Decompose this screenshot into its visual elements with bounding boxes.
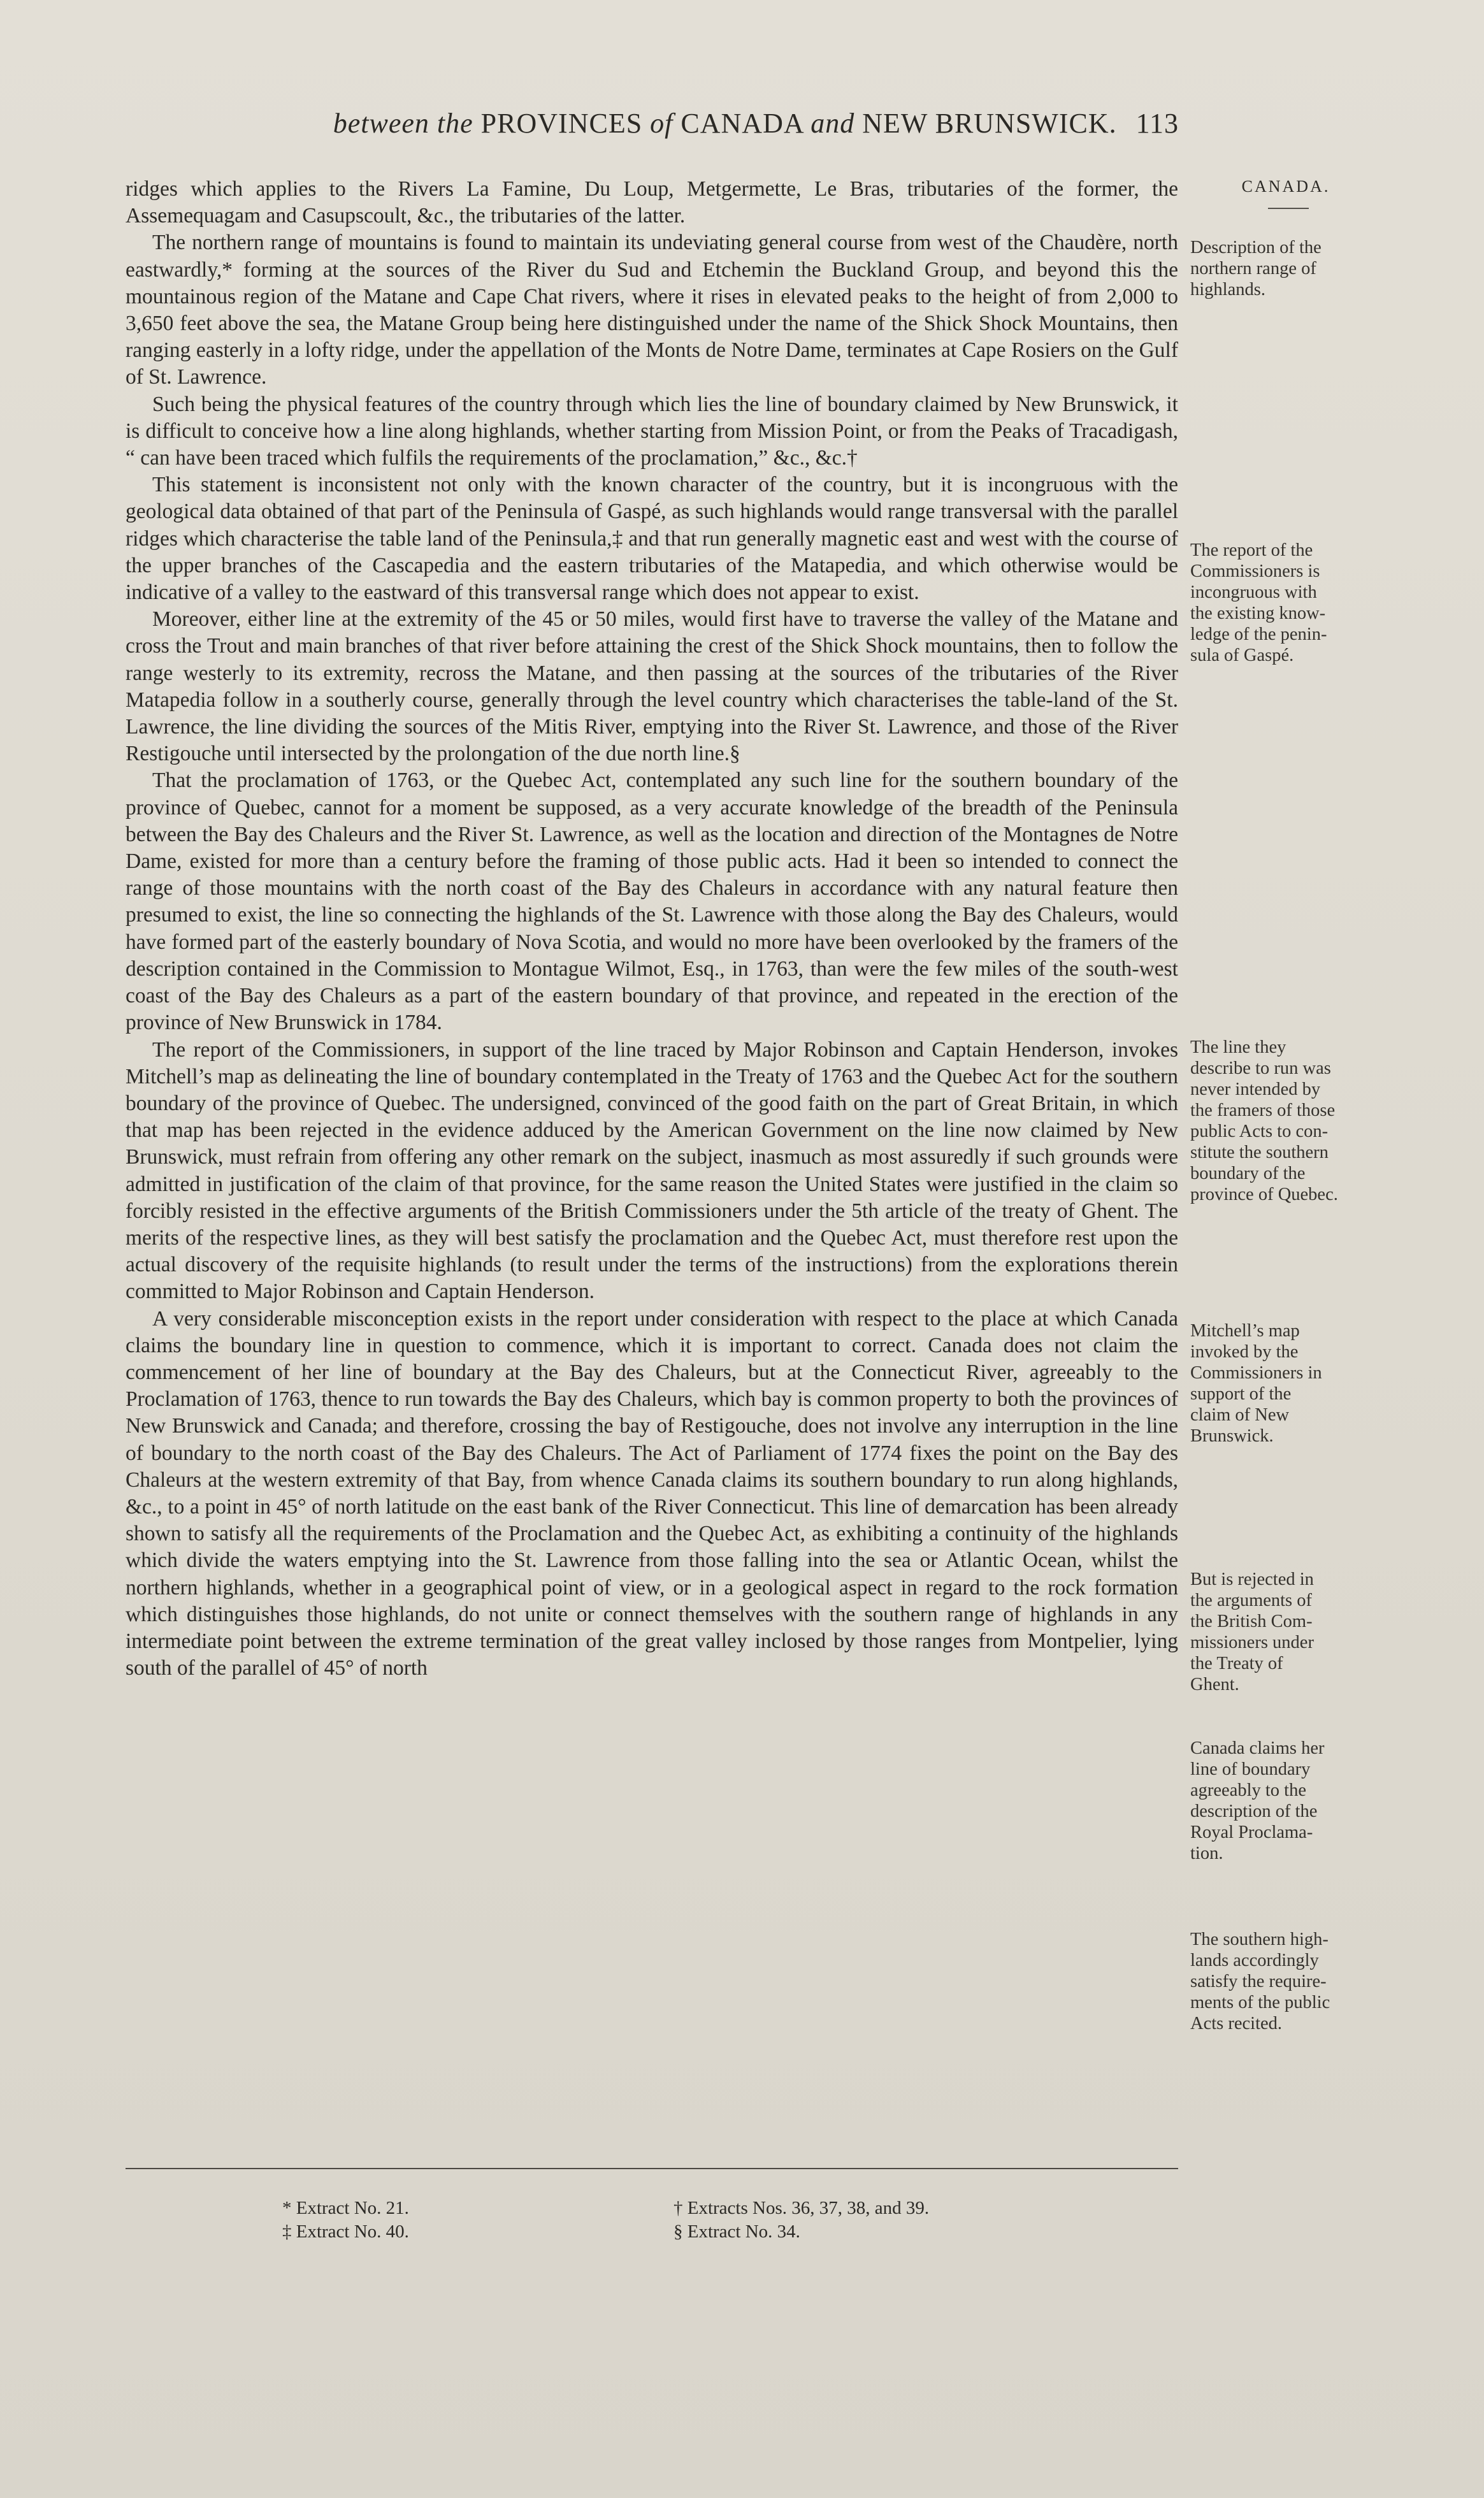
paragraph-7: The report of the Commissioners, in support of the line traced by Major Robinson and Captain Henderson, invokes Mitchell’s map as delineating the line of boundary contemplated in the Treaty of 1763 and the Quebec Act for the southern boundary of the province of Quebec. The undersigned, convinced of the good faith on the part of Great Britain, in which that map has been rejected in the evidence adduced by the American Government on the line now claimed by New Brunswick, must refrain from offering any other remark on the subject, inasmuch as most assuredly if such grounds were admitted in justification of the claim of that province, for the same reason the United States were justified in the claim so forcibly resisted in the effective arguments of the British Commissioners under the 5th article of the treaty of Ghent. The merits of the respective lines, as they will best satisfy the proclamation and the Quebec Act, must therefore rest upon the actual discovery of the requisite highlands (to result under the terms of the instructions) from the explorations therein committed to Major Robinson and Captain Henderson. — [126, 1037, 1178, 1304]
side-note-1: Description of the northern range of highlands. — [1190, 238, 1322, 300]
side-note-2: The report of the Commissioners is incongruous with the existing know- ledge of the penin- sula of Gaspé. — [1190, 540, 1327, 665]
header-canada: CANADA — [681, 108, 803, 139]
paragraph-5: Moreover, either line at the extremity of the 45 or 50 miles, would first have to traverse the valley of the Matane and cross the Trout and main branches of that river before attaining the crest of the Shick Shock mountains, then to follow the range westerly to its extremity, recross the Matane, and then passing at the sources of the tributaries of the River Matapedia follow in a southerly course, generally through the level country which characterises the table-land of the St. Lawrence, the line dividing the sources of the Mitis River, emptying into the River St. Lawrence, and those of the River Restigouche until intersected by the prolongation of the due north line.§ — [126, 607, 1178, 766]
body-text — [126, 176, 1178, 1682]
paragraph-3: Such being the physical features of the country through which lies the line of boundary claimed by New Brunswick, it is difficult to conceive how a line along highlands, whether starting from Mission Point, or from the Peaks of Tracadigash, “ can have been traced which fulfils the requirements of the proclamation,” &c., &c.† — [126, 392, 1178, 470]
footnote-1: * Extract No. 21. — [282, 2198, 409, 2218]
side-note-4: Mitchell’s map invoked by the Commissioners in support of the claim of New Brunswick. — [1190, 1321, 1322, 1446]
margin-heading: CANADA. — [1241, 177, 1330, 196]
paragraph-8: A very considerable misconception exists in the report under consideration with respect to the place at which Canada claims the boundary line in question to commence, which it is important to correct. Canada does not claim the commencement of her line of boundary at the Bay des Chaleurs, but at the Connecticut River, agreeably to the Proclamation of 1763, thence to run towards the Bay des Chaleurs, which bay is common property to both the provinces of New Brunswick and Canada; and therefore, crossing the bay of Restigouche, does not involve any interruption in the line of boundary to the north coast of the Bay des Chaleurs. The Act of Parliament of 1774 fixes the point on the Bay des Chaleurs at the western extremity of that Bay, from whence Canada claims its southern boundary to run along highlands, &c., to a point in 45° of north latitude on the east bank of the River Connecticut. This line of demarcation has been already shown to satisfy all the requirements of the Proclamation and the Quebec Act, as exhibiting a continuity of the highlands which divide the waters emptying into the St. Lawrence from those falling into the sea or Atlantic Ocean, whilst the northern highlands, whether in a geographical point of view, or in a geological aspect in regard to the rock formation which distinguishes those highlands, do not unite or connect themselves with the southern range of highlands in any intermediate point between the extreme termination of the great valley inclosed by those ranges from Montpelier, lying south of the parallel of 45° of north — [126, 1306, 1178, 1680]
page-number: 113 — [1135, 108, 1179, 139]
side-note-5: But is rejected in the arguments of the British Com- missioners under the Treaty of Ghent. — [1190, 1570, 1314, 1694]
footnote-3: ‡ Extract No. 40. — [282, 2221, 409, 2242]
side-note-3: The line they describe to run was never intended by the framers of those public Acts to con- stitute the southern boundary of the province of Quebec. — [1190, 1037, 1338, 1204]
running-header — [185, 107, 1179, 140]
header-provinces: PROVINCES — [480, 108, 643, 139]
paragraph-4: This statement is inconsistent not only with the known character of the country, but it is incongruous with the geological data obtained of that part of the Peninsula of Gaspé, as such highlands would range transversal with the parallel ridges which characterise the table land of the Peninsula,‡ and that run generally magnetic east and west with the course of the upper branches of the Cascapedia and the eastern tributaries of the Matapedia, and which otherwise would be indicative of a valley to the eastward of this transversal range which does not appear to exist. — [126, 473, 1178, 605]
header-and: and — [810, 108, 855, 139]
footnote-4: § Extract No. 34. — [674, 2221, 800, 2242]
footnote-rule — [126, 2168, 1178, 2169]
paragraph-6: That the proclamation of 1763, or the Quebec Act, contemplated any such line for the southern boundary of the province of Quebec, cannot for a moment be supposed, as a very accurate knowledge of the breadth of the Peninsula between the Bay des Chaleurs and the River St. Lawrence, as well as the location and direction of the Montagnes de Notre Dame, existed for more than a century before the framing of those public acts. Had it been so intended to connect the range of those mountains with the north coast of the Bay des Chaleurs in accordance with any natural feature then presumed to exist, the line so connecting the highlands of the St. Lawrence with those along the Bay des Chaleurs, would have formed part of the easterly boundary of Nova Scotia, and would no more have been overlooked by the framers of the description contained in the Commission to Montague Wilmot, Esq., in 1763, than were the few miles of the south-west coast of the Bay des Chaleurs as a part of the eastern boundary of that province, and repeated in the erection of the province of New Brunswick in 1784. — [126, 769, 1178, 1035]
header-of: of — [650, 108, 674, 139]
margin-heading-rule — [1268, 208, 1309, 209]
side-note-6: Canada claims her line of boundary agreeably to the description of the Royal Proclama- tion. — [1190, 1738, 1325, 1863]
header-prefix: between the — [333, 108, 473, 139]
paragraph-1: ridges which applies to the Rivers La Famine, Du Loup, Metgermette, Le Bras, tributaries of the former, the Assemequagam and Casupscoult, &c., the tributaries of the latter. — [126, 177, 1178, 228]
paragraph-2: The northern range of mountains is found to maintain its undeviating general course from west of the Chaudère, north eastwardly,* forming at the sources of the River du Sud and Etchemin the Buckland Group, and beyond this the mountainous region of the Matane and Cape Chat rivers, where it rises in elevated peaks to the height of from 2,000 to 3,650 feet above the sea, the Matane Group being here distinguished under the name of the Shick Shock Mountains, then ranging easterly in a lofty ridge, under the appellation of the Monts de Notre Dame, terminates at Cape Rosiers on the Gulf of St. Lawrence. — [126, 231, 1178, 389]
header-new-brunswick: NEW BRUNSWICK. — [862, 108, 1117, 139]
side-note-7: The southern high- lands accordingly satisfy the require- ments of the public Acts recited. — [1190, 1930, 1330, 2033]
footnote-2: † Extracts Nos. 36, 37, 38, and 39. — [674, 2198, 930, 2218]
